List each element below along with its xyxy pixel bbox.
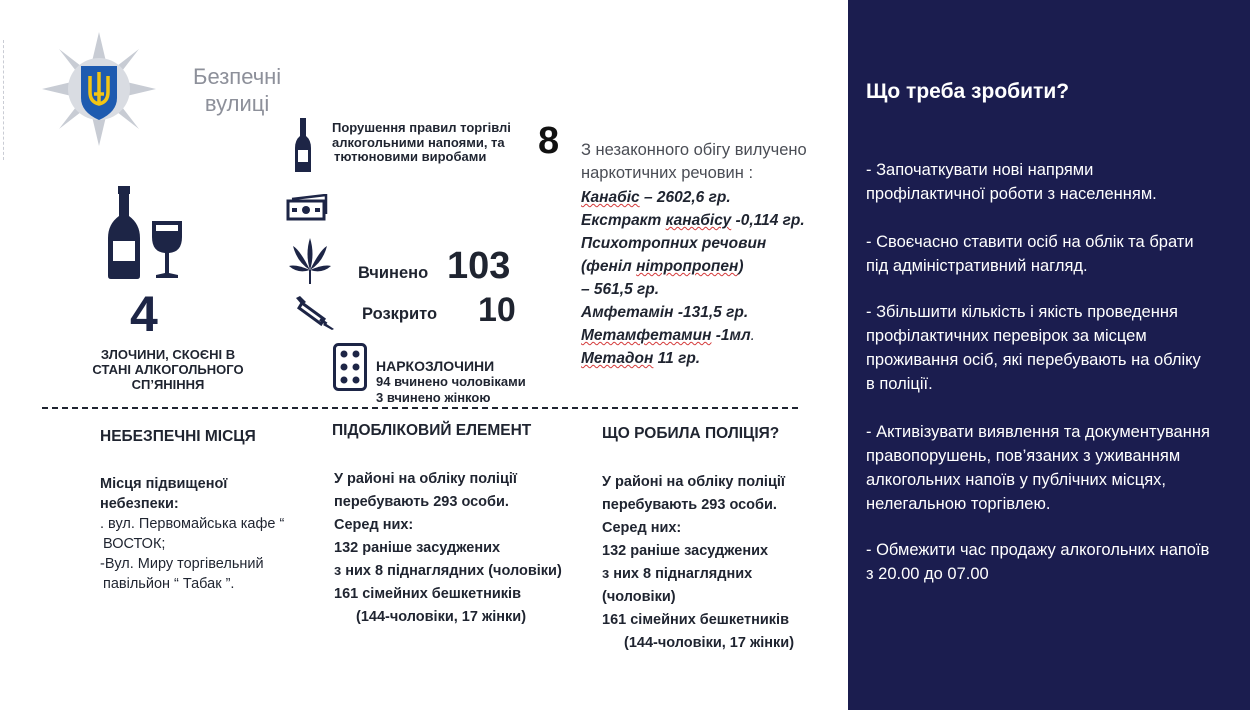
seized-list — [581, 186, 805, 370]
rec3-line3: проживання осіб, які перебувають на обліку — [866, 351, 1201, 369]
registered-line1: У районі на обліку поліції — [334, 471, 517, 487]
seized-item-methamphetamine: Метамфетамин -1мл. — [581, 327, 755, 344]
dangerous-sub-line2: небезпеки: — [100, 496, 179, 512]
recommendations-title: Що треба зробити? — [866, 80, 1070, 103]
trade-line2: алкогольними напоями, та — [332, 134, 505, 150]
registered-line2: перебувають 293 особи. — [334, 494, 509, 510]
seized-meth-amount: -1мл — [711, 327, 751, 344]
page-title — [193, 63, 281, 117]
registered-line7: (144-чоловіки, 17 жінки) — [356, 609, 527, 625]
rec4-line1: - Активізувати виявлення та документування — [866, 423, 1210, 441]
dangerous-item2-line1: -Вул. Миру торгівельний — [100, 556, 264, 572]
narco-crimes-block — [376, 358, 526, 406]
rec4-line2: правопорушень, пов’язаних з уживанням — [866, 447, 1181, 465]
alcohol-caption-line3: СП’ЯНІННЯ — [131, 377, 205, 392]
police-block — [602, 471, 794, 655]
seized-meth-name: Метамфетамин — [581, 327, 712, 344]
dangerous-places-heading: НЕБЕЗПЕЧНІ МІСЦЯ — [100, 428, 256, 445]
section-divider — [42, 407, 798, 409]
seized-item-psychotropic-amount: – 561,5 гр. — [581, 281, 660, 298]
seized-phenyl-prefix: (феніл — [581, 258, 637, 275]
seized-item-methadone — [581, 347, 805, 370]
registered-block — [334, 468, 562, 629]
seized-extract-name: канабісу — [665, 212, 732, 229]
police-star-icon — [40, 30, 158, 148]
rec3-line2: профілактичних перевірок за місцем — [866, 327, 1147, 345]
police-line4: 132 раніше засуджених — [602, 543, 769, 559]
recommendation-item-5 — [866, 538, 1246, 586]
rec5-line1: - Обмежити час продажу алкогольних напоїв — [866, 541, 1210, 559]
police-line5: з них 8 піднаглядних — [602, 566, 753, 582]
pills-blister-icon — [333, 343, 367, 396]
rec2-line1: - Своєчасно ставити осіб на облік та брати — [866, 233, 1194, 251]
seized-item-psychotropic: Психотропних речовин — [581, 235, 767, 252]
seized-intro — [581, 139, 807, 185]
trade-violations-text — [332, 121, 511, 165]
trade-line3: тютюновими виробами — [334, 149, 487, 164]
seized-phenyl-suffix: ) — [738, 258, 744, 275]
alcohol-caption-line2: СТАНІ АЛКОГОЛЬНОГО — [92, 362, 244, 377]
seized-methadone-amount: 11 гр. — [653, 350, 701, 367]
seized-item-phenyl — [581, 255, 805, 278]
rec5-line2: з 20.00 до 07.00 — [866, 565, 989, 583]
seized-item-cannabis — [581, 186, 805, 209]
police-heading: ЩО РОБИЛА ПОЛІЦІЯ? — [602, 425, 780, 442]
police-line8: (144-чоловіки, 17 жінки) — [624, 635, 795, 651]
wine-glass-icon — [150, 219, 184, 284]
rec2-line2: під адміністративний нагляд. — [866, 257, 1088, 275]
police-line1: У районі на обліку поліції — [602, 474, 785, 490]
left-edge-divider — [3, 40, 4, 160]
seized-cannabis-name: Канабіс — [581, 189, 640, 206]
dangerous-item1-line1: . вул. Первомайська кафе “ — [100, 516, 285, 532]
rec3-line1: - Збільшити кількість і якість проведення — [866, 303, 1178, 321]
syringe-icon — [294, 296, 336, 335]
narco-men: 94 вчинено чоловіками — [376, 374, 526, 389]
page-title-line1: Безпечні — [193, 64, 282, 89]
police-line2: перебувають 293 особи. — [602, 497, 777, 513]
narco-title: НАРКОЗЛОЧИНИ — [376, 358, 495, 374]
dangerous-item1-line2: ВОСТОК; — [103, 536, 166, 552]
registered-heading: ПІДОБЛІКОВИЙ ЕЛЕМЕНТ — [332, 422, 532, 439]
alcohol-caption-line1: ЗЛОЧИНИ, СКОЄНІ В — [100, 347, 236, 362]
rec4-line4: нелегальною торгівлею. — [866, 495, 1051, 513]
rec4-line3: алкогольних напоїв у публічних місцях, — [866, 471, 1167, 489]
registered-line4: 132 раніше засуджених — [334, 540, 501, 556]
money-icon — [286, 194, 328, 227]
registered-line6: 161 сімейних бешкетників — [334, 586, 521, 602]
seized-item-amphetamine: Амфетамін -131,5 гр. — [581, 304, 749, 321]
solved-label: Розкрито — [362, 305, 438, 323]
recommendation-item-3 — [866, 300, 1246, 396]
committed-value: 103 — [447, 245, 511, 287]
alcohol-crimes-caption — [78, 347, 258, 392]
police-logo — [40, 30, 158, 148]
recommendations-panel — [848, 0, 1250, 710]
dangerous-places-list — [100, 474, 284, 594]
rec3-line4: в поліції. — [866, 375, 933, 393]
seized-phenyl-name: нітропропен — [636, 258, 739, 275]
solved-value: 10 — [478, 291, 516, 329]
recommendation-item-1 — [866, 158, 1246, 206]
seized-extract-prefix: Екстракт — [581, 212, 666, 229]
seized-extract-amount: -0,114 гр. — [731, 212, 805, 229]
police-line3: Серед них: — [602, 520, 682, 536]
trade-line1: Порушення правил торгівлі — [332, 120, 511, 135]
seized-cannabis-amount: – 2602,6 гр. — [639, 189, 731, 206]
police-line6: (чоловіки) — [602, 589, 676, 605]
bottle-small-icon — [294, 118, 312, 179]
dangerous-sub-line1: Місця підвищеної — [100, 476, 228, 492]
rec1-line1: - Започаткувати нові напрями — [866, 161, 1094, 179]
bottle-icon — [106, 186, 142, 284]
registered-line5: з них 8 піднаглядних (чоловіки) — [334, 563, 562, 579]
committed-label: Вчинено — [358, 264, 429, 282]
seized-intro-line2: наркотичних речовин : — [581, 164, 754, 182]
narco-women: 3 вчинено жінкою — [376, 390, 491, 405]
alcohol-crimes-count: 4 — [130, 286, 158, 342]
police-line7: 161 сімейних бешкетників — [602, 612, 789, 628]
recommendation-item-2 — [866, 230, 1246, 278]
registered-line3: Серед них: — [334, 517, 414, 533]
page-title-line2: вулиці — [204, 91, 270, 116]
seized-intro-line1: З незаконного обігу вилучено — [581, 141, 807, 159]
recommendation-item-4 — [866, 420, 1246, 516]
seized-item-extract — [581, 209, 805, 232]
seized-methadone-name: Метадон — [581, 350, 654, 367]
rec1-line2: профілактичної роботи з населенням. — [866, 185, 1157, 203]
trade-violations-count: 8 — [538, 120, 560, 162]
cannabis-leaf-icon — [288, 236, 332, 291]
dangerous-item2-line2: павільйон “ Табак ”. — [103, 576, 235, 592]
